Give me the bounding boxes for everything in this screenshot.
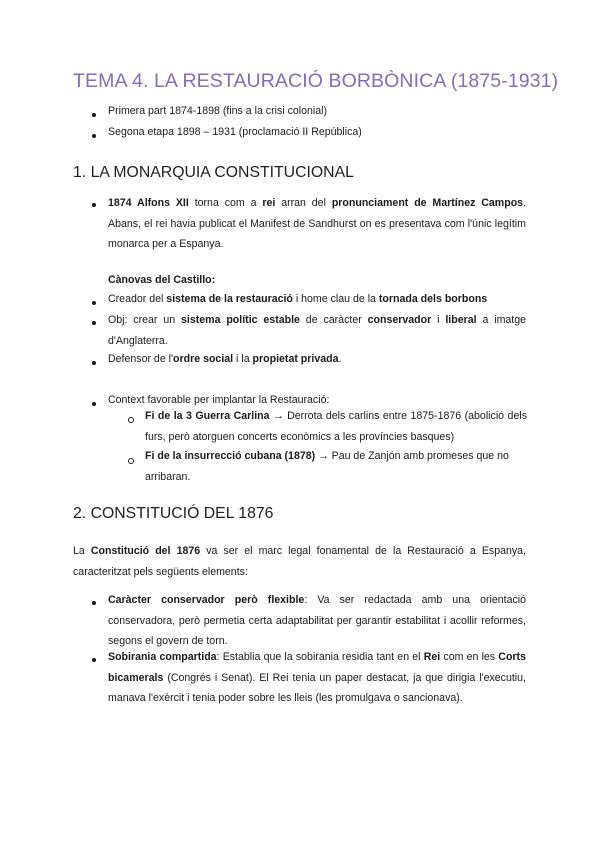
bullet-icon bbox=[92, 203, 96, 207]
alfons-bold-1: 1874 Alfons XII bbox=[108, 197, 189, 209]
alfons-bold-2: rei bbox=[262, 197, 276, 209]
alfons-paragraph bbox=[108, 193, 526, 255]
sub-bullet-icon bbox=[128, 417, 134, 423]
conservador-item: Caràcter conservador però flexible: Va ser redactada amb una orientació conservadora, però permetia certa adaptabilitat per garantir estabilitat i acollir reformes, segons el govern de torn. bbox=[108, 594, 527, 647]
alfons-bold-3: pronunciament de Martínez Campos bbox=[331, 197, 524, 209]
context-sub-1: Fi de la 3 Guerra Carlina → Derrota dels carlins entre 1875-1876 (abolició dels furs, però atorguen concerts econòmics a les províncies basques) bbox=[145, 410, 527, 443]
bullet-icon bbox=[92, 402, 96, 406]
sub-bullet-icon bbox=[128, 458, 134, 464]
section-2-heading: 2. CONSTITUCIÓ DEL 1876 bbox=[73, 505, 274, 522]
section-1-heading: 1. LA MONARQUIA CONSTITUCIONAL bbox=[73, 164, 354, 181]
canovas-item-3: Defensor de l'ordre social i la propietat privada. bbox=[108, 353, 342, 365]
sobirania-item: Sobirania compartida: Establia que la sobirania residia tant en el Rei com en les Corts bicamerals (Congrés i Senat). El Rei tenia un paper destacat, ja que dirigia l'executiu, manava l'exèrcit i tenia poder sobre les lleis (les promulgava o sancionava). bbox=[108, 651, 526, 704]
alfons-text-1: torna com a bbox=[188, 197, 263, 209]
canovas-item-2: Obj: crear un sistema polític estable de caràcter conservador i liberal a imatge d'Anglaterra. bbox=[108, 314, 527, 347]
bullet-icon bbox=[92, 134, 96, 138]
bullet-icon bbox=[92, 321, 96, 325]
constitution-intro: La Constitució del 1876 va ser el marc legal fonamental de la Restauració a Espanya, caracteritzat pels següents elements: bbox=[73, 545, 526, 578]
document-title: TEMA 4. LA RESTAURACIÓ BORBÒNICA (1875-1931) bbox=[73, 70, 559, 92]
bullet-icon bbox=[92, 113, 96, 117]
bullet-icon bbox=[92, 658, 96, 662]
canovas-item-1: Creador del sistema de la restauració i home clau de la tornada dels borbons bbox=[108, 293, 488, 305]
intro-item-2: Segona etapa 1898 – 1931 (proclamació II República) bbox=[108, 126, 362, 138]
bullet-icon bbox=[92, 361, 96, 365]
alfons-text-2: arran del bbox=[275, 197, 332, 209]
bullet-icon bbox=[92, 301, 96, 305]
intro-item-1: Primera part 1874-1898 (fins a la crisi colonial) bbox=[108, 105, 328, 117]
context-sub-2: Fi de la insurrecció cubana (1878) → Pau de Zanjón amb promeses que no arribaran. bbox=[145, 450, 509, 483]
context-label: Context favorable per implantar la Restauració: bbox=[108, 394, 330, 406]
alfons-text-3: . Abans, el rei havia publicat el Manifest de Sandhurst on es presentava com l'únic legítim monarca per a Espanya. bbox=[108, 197, 527, 250]
bullet-icon bbox=[92, 601, 96, 605]
canovas-heading: Cànovas del Castillo: bbox=[108, 274, 216, 286]
